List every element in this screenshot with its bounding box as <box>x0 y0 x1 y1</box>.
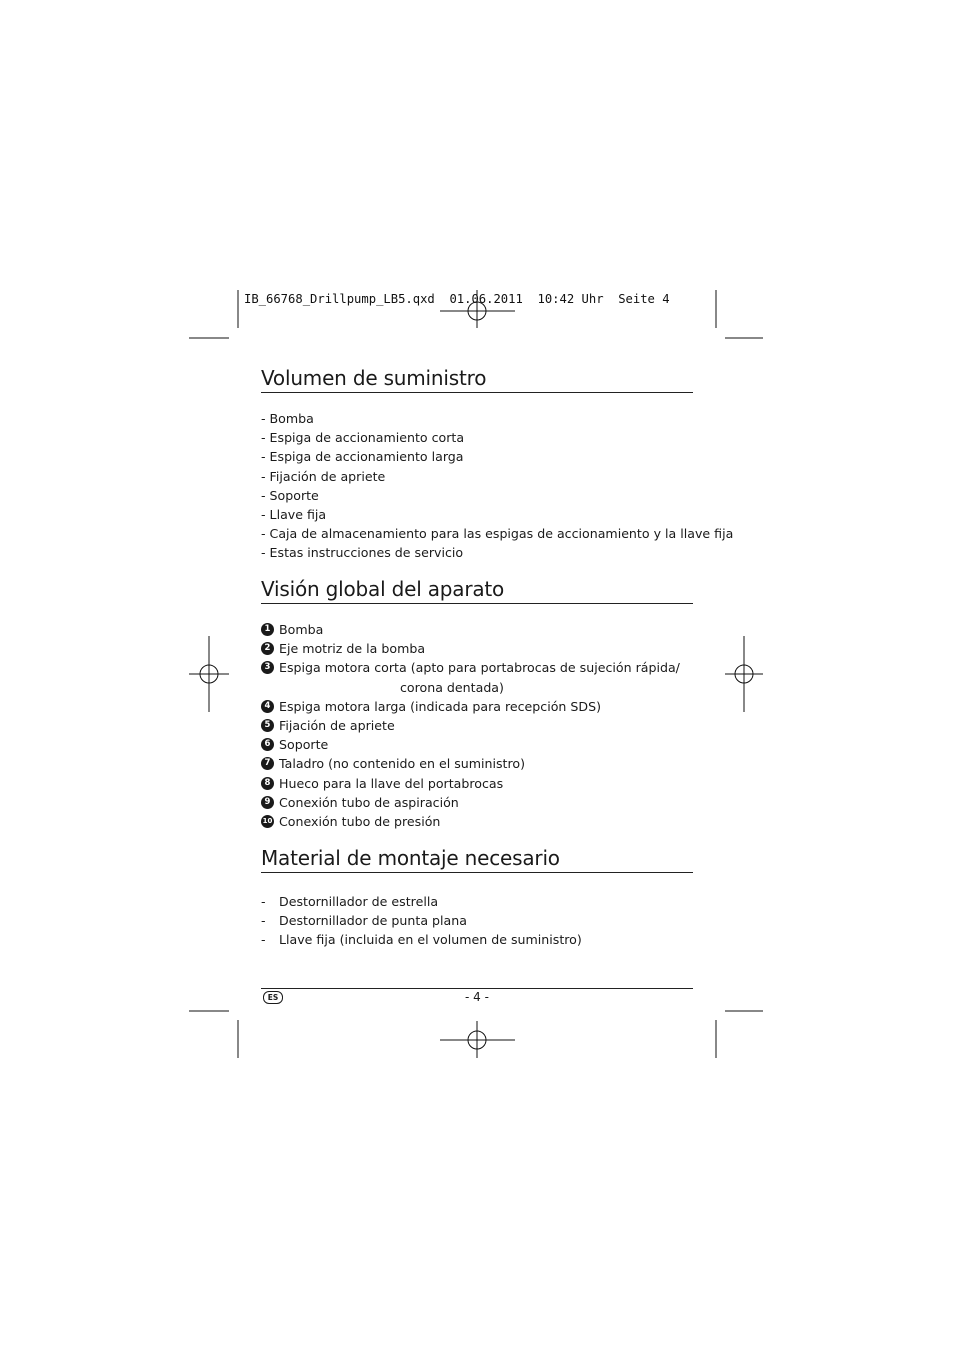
number-badge: 3 <box>261 661 274 674</box>
material-list <box>261 892 693 950</box>
item-text: Espiga motora corta (apto para portabrocas de sujeción rápida/ <box>279 660 680 676</box>
list-item <box>261 911 693 930</box>
list-item: - Espiga de accionamiento corta <box>261 430 465 446</box>
number-badge: 10 <box>261 815 274 828</box>
overview-list <box>261 620 693 831</box>
item-text: Bomba <box>279 622 324 637</box>
number-badge: 7 <box>261 757 274 770</box>
item-text: Destornillador de punta plana <box>279 913 467 929</box>
list-item <box>261 716 693 735</box>
list-item: - Caja de almacenamiento para las espigas de accionamiento y la llave fija <box>261 526 734 542</box>
list-item <box>261 620 693 639</box>
number-badge: 8 <box>261 777 274 790</box>
list-item: - Fijación de apriete <box>261 468 386 484</box>
section-title-overview: Visión global del aparato <box>261 577 693 604</box>
item-text: Conexión tubo de aspiración <box>279 794 459 810</box>
number-badge: 6 <box>261 738 274 751</box>
list-item <box>261 658 693 677</box>
bullet-dash: - <box>261 894 266 909</box>
section-title-material: Material de montaje necesario <box>261 846 693 873</box>
section-material <box>261 846 693 950</box>
list-item-continuation: corona dentada) <box>400 679 504 695</box>
list-item <box>261 697 693 716</box>
list-item <box>261 892 693 911</box>
number-badge: 5 <box>261 719 274 732</box>
section-supply <box>261 366 734 563</box>
number-badge: 1 <box>261 623 274 636</box>
language-badge: ES <box>263 991 283 1004</box>
number-badge: 9 <box>261 796 274 809</box>
list-item <box>261 735 693 754</box>
item-text: Hueco para la llave del portabrocas <box>279 775 504 791</box>
list-item: - Soporte <box>261 487 319 503</box>
list-item: - Espiga de accionamiento larga <box>261 449 464 465</box>
supply-list <box>261 409 734 563</box>
item-text: Soporte <box>279 737 329 753</box>
section-overview <box>261 577 693 831</box>
list-item: - Estas instrucciones de servicio <box>261 545 464 561</box>
list-item <box>261 812 693 831</box>
section-title-supply: Volumen de suministro <box>261 366 693 393</box>
page-number: - 4 - <box>465 990 489 1004</box>
bullet-dash: - <box>261 932 266 948</box>
item-text: Espiga motora larga (indicada para recepción SDS) <box>279 698 602 714</box>
item-text: Destornillador de estrella <box>279 894 439 909</box>
item-text: Eje motriz de la bomba <box>279 641 426 657</box>
item-text: Fijación de apriete <box>279 718 395 734</box>
list-item <box>261 930 693 949</box>
item-text: Conexión tubo de presión <box>279 814 441 830</box>
print-slug: IB_66768_Drillpump_LB5.qxd 01.06.2011 10:42 Uhr Seite 4 <box>244 292 670 306</box>
number-badge: 2 <box>261 642 274 655</box>
list-item <box>261 639 693 658</box>
list-item <box>261 793 693 812</box>
number-badge: 4 <box>261 700 274 713</box>
bullet-dash: - <box>261 913 266 929</box>
list-item: - Bomba <box>261 411 314 426</box>
list-item <box>261 754 693 773</box>
item-text: Taladro (no contenido en el suministro) <box>279 756 526 772</box>
list-item: - Llave fija <box>261 507 327 523</box>
item-text: Llave fija (incluida en el volumen de suministro) <box>279 932 582 948</box>
list-item <box>261 774 693 793</box>
